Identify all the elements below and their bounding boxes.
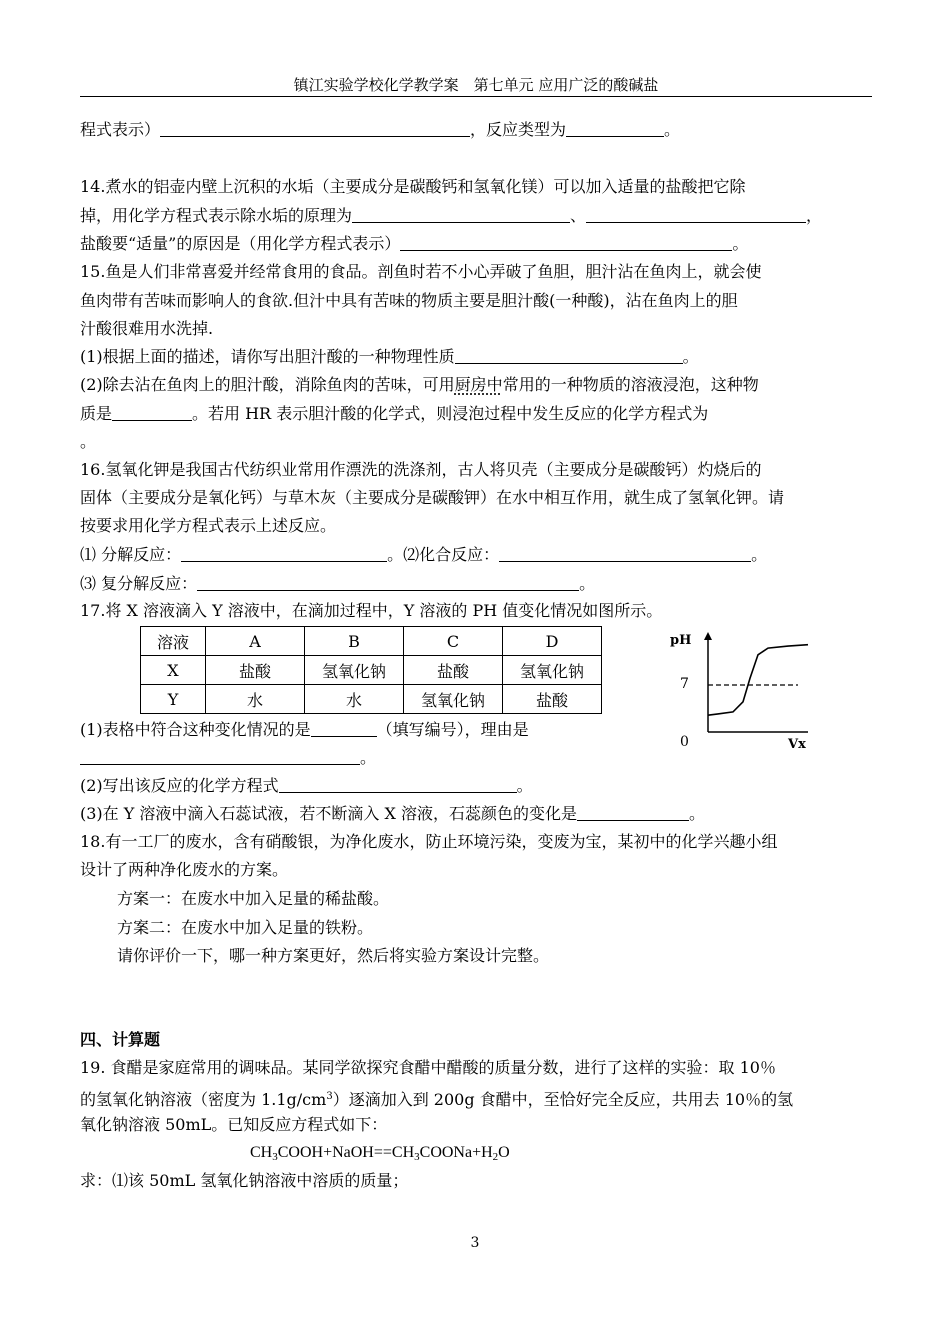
text: (2)除去沾在鱼肉上的胆汁酸，消除鱼肉的苦味，可用 — [80, 375, 455, 394]
text: ⑴ 分解反应： — [80, 545, 182, 564]
text: 。 — [516, 776, 533, 795]
answer-blank[interactable] — [80, 748, 360, 765]
table-header-cell: C — [404, 627, 503, 656]
subscript: 3 — [272, 1151, 278, 1163]
q15-line-6 — [80, 404, 708, 424]
table-row — [141, 685, 602, 714]
q18-instruction: 请你评价一下，哪一种方案更好，然后将实验方案设计完整。 — [117, 946, 550, 965]
text: (1)根据上面的描述，请你写出胆汁酸的一种物理性质 — [80, 347, 455, 366]
q15-line-5 — [80, 375, 759, 395]
origin-label: 0 — [680, 734, 689, 750]
answer-blank[interactable] — [197, 574, 579, 591]
ph-chart — [668, 630, 818, 750]
q15-line-2: 鱼肉带有苦味而影响人的食欲.但汁中具有苦味的物质主要是胆汁酸(一种酸)，沾在鱼肉上的胆 — [80, 291, 738, 310]
page-number: 3 — [470, 1235, 480, 1251]
text: 。 — [579, 574, 596, 593]
q18-line-1: 18.有一工厂的废水，含有硝酸银，为净化废水，防止环境污染，变废为宝，某初中的化学兴趣小组 — [80, 832, 778, 851]
answer-blank[interactable] — [455, 347, 683, 364]
answer-blank[interactable] — [499, 545, 751, 562]
q15-line-3: 汁酸很难用水洗掉. — [80, 319, 214, 338]
q17-line-5 — [80, 804, 705, 824]
chemical-equation — [250, 1143, 510, 1167]
q16-line-1: 16.氢氧化钾是我国古代纺织业常用作漂洗的洗涤剂，古人将贝壳（主要成分是碳酸钙）灼烧后的 — [80, 460, 762, 479]
q16-line-4 — [80, 545, 767, 565]
table-header-cell: A — [206, 627, 305, 656]
eq-part: O — [498, 1144, 510, 1161]
answer-blank[interactable] — [400, 234, 732, 251]
q16-line-5 — [80, 574, 595, 594]
text: 。 — [751, 545, 768, 564]
header-rule — [80, 96, 872, 97]
table-header-row — [141, 627, 602, 656]
ph-curve — [708, 645, 808, 716]
superscript: 3 — [326, 1091, 333, 1102]
y-axis-arrow — [704, 632, 712, 640]
table-cell: 水 — [206, 685, 305, 714]
answer-blank[interactable] — [566, 120, 664, 137]
q17-line-1: 17.将 X 溶液滴入 Y 溶液中，在滴加过程中，Y 溶液的 PH 值变化情况如图所示。 — [80, 601, 663, 620]
q17-line-2 — [80, 720, 529, 740]
text: 。 — [664, 120, 681, 139]
eq-part: COOH+NaOH==CH — [277, 1144, 415, 1161]
reference-label: 7 — [680, 676, 689, 692]
q14-line-1: 14.煮水的铝壶内壁上沉积的水垢（主要成分是碳酸钙和氢氧化镁）可以加入适量的盐酸把它除 — [80, 177, 746, 196]
answer-blank[interactable] — [112, 404, 192, 421]
text: (1)表格中符合这种变化情况的是 — [80, 720, 311, 739]
q15-line-1: 15.鱼是人们非常喜爱并经常食用的食品。剖鱼时若不小心弄破了鱼胆，胆汁沾在鱼肉上，就会使 — [80, 262, 762, 281]
table-cell: 氢氧化钠 — [503, 656, 602, 685]
text: 。 — [732, 234, 749, 253]
answer-blank[interactable] — [577, 804, 689, 821]
table-cell: 氢氧化钠 — [404, 685, 503, 714]
subscript: 3 — [414, 1151, 420, 1163]
table-cell: 盐酸 — [404, 656, 503, 685]
text: 。⑵化合反应： — [387, 545, 500, 564]
section-title: 四、计算题 — [80, 1030, 161, 1049]
q18-plan-1: 方案一：在废水中加入足量的稀盐酸。 — [117, 889, 390, 908]
answer-blank[interactable] — [352, 206, 570, 223]
text: 质是 — [80, 404, 113, 423]
table-header-cell: 溶液 — [141, 627, 206, 656]
table-header-cell: B — [305, 627, 404, 656]
q19-line-1: 19. 食醋是家庭常用的调味品。某同学欲探究食醋中醋酸的质量分数，进行了这样的实验：取 10％ — [80, 1058, 776, 1077]
answer-blank[interactable] — [279, 776, 517, 793]
q19-line-3: 氧化钠溶液 50mL。已知反应方程式如下： — [80, 1115, 388, 1134]
q13-continuation — [80, 120, 680, 140]
eq-part: CH — [250, 1144, 273, 1161]
q14-line-3 — [80, 234, 748, 254]
text: ， — [806, 206, 823, 225]
text: (2)写出该反应的化学方程式 — [80, 776, 279, 795]
text: 掉，用化学方程式表示除水垢的原理为 — [80, 206, 353, 225]
answer-blank[interactable] — [181, 545, 387, 562]
text: 的氢氧化钠溶液（密度为 1.1g/cm — [80, 1090, 327, 1109]
q16-line-3: 按要求用化学方程式表示上述反应。 — [80, 516, 337, 535]
text: 盐酸要“适量”的原因是（用化学方程式表示） — [80, 234, 401, 253]
text: （填写编号），理由是 — [376, 720, 529, 739]
page-header: 镇江实验学校化学教学案 第七单元 应用广泛的酸碱盐 — [293, 76, 659, 94]
text: 。若用 HR 表示胆汁酸的化学式，则浸泡过程中发生反应的化学方程式为 — [192, 404, 709, 423]
q15-line-4 — [80, 347, 699, 367]
text: 。 — [682, 347, 699, 366]
emphasized-text: 厨房中 — [454, 375, 503, 394]
text: ，反应类型为 — [470, 120, 567, 139]
q18-plan-2: 方案二：在废水中加入足量的铁粉。 — [117, 918, 374, 937]
text: ⑶ 复分解反应： — [80, 574, 198, 593]
subscript: 2 — [492, 1151, 499, 1163]
text: (3)在 Y 溶液中滴入石蕊试液，若不断滴入 X 溶液，石蕊颜色的变化是 — [80, 804, 577, 823]
answer-blank[interactable] — [311, 720, 377, 737]
answer-blank[interactable] — [586, 206, 806, 223]
text: 。 — [360, 748, 377, 767]
q16-line-2: 固体（主要成分是氧化钙）与草木灰（主要成分是碳酸钾）在水中相互作用，就生成了氢氧化钾。请 — [80, 488, 785, 507]
solution-table — [140, 626, 602, 714]
table-cell: 水 — [305, 685, 404, 714]
answer-blank[interactable] — [160, 120, 470, 137]
q17-line-3 — [80, 748, 376, 768]
table-cell: X — [141, 656, 206, 685]
q17-line-4 — [80, 776, 533, 796]
y-axis-label: pH — [670, 633, 692, 648]
q19-line-2 — [80, 1087, 793, 1110]
q19-line-5: 求：⑴该 50mL 氢氧化钠溶液中溶质的质量； — [80, 1171, 409, 1190]
text: 程式表示） — [80, 120, 161, 139]
table-cell: 盐酸 — [206, 656, 305, 685]
text: 。 — [688, 804, 705, 823]
table-header-cell: D — [503, 627, 602, 656]
table-row — [141, 656, 602, 685]
q15-line-7: 。 — [80, 432, 97, 451]
q14-line-2 — [80, 206, 822, 226]
text: ）逐滴加入到 200g 食醋中，至恰好完全反应，共用去 10％的氢 — [332, 1090, 794, 1109]
eq-part: COONa+H — [419, 1144, 493, 1161]
q18-line-2: 设计了两种净化废水的方案。 — [80, 860, 289, 879]
table-cell: Y — [141, 685, 206, 714]
table-cell: 盐酸 — [503, 685, 602, 714]
text: 、 — [570, 206, 587, 225]
text: 常用的一种物质的溶液浸泡，这种物 — [502, 375, 759, 394]
x-axis-label: Vx — [788, 737, 806, 750]
table-cell: 氢氧化钠 — [305, 656, 404, 685]
